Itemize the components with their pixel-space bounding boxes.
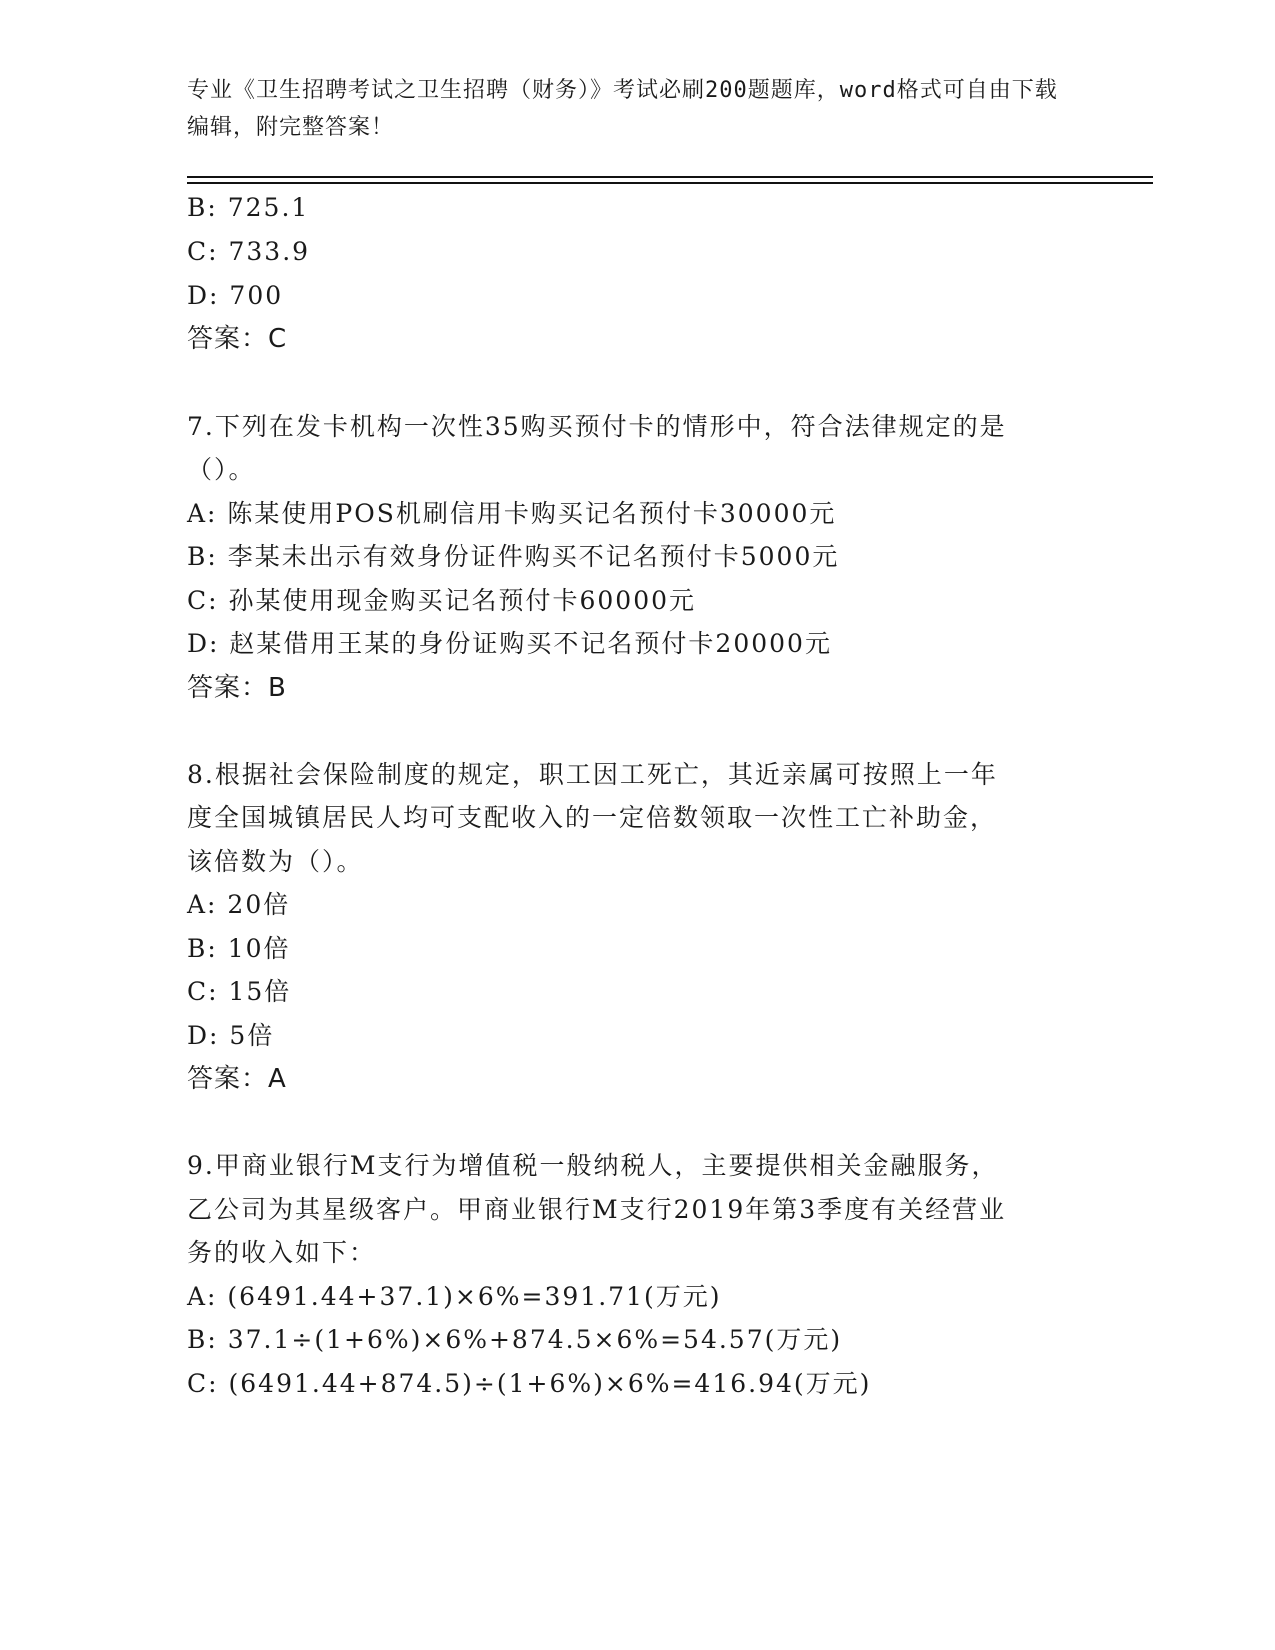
q7-option-c: C: 孙某使用现金购买记名预付卡60000元 xyxy=(187,586,697,615)
q6-option-b: B: 725.1 xyxy=(187,193,310,222)
q9-option-c: C: (6491.44+874.5)÷(1+6%)×6%=416.94(万元) xyxy=(187,1369,872,1398)
q7-option-b: B: 李某未出示有效身份证件购买不记名预付卡5000元 xyxy=(187,542,840,571)
header-text: 专业《卫生招聘考试之卫生招聘（财务）》考试必刷200题题库，word格式可自由下载编辑，附完整答案！ xyxy=(187,78,1058,140)
page-header xyxy=(187,72,1067,146)
q9-stem-line-3: 务的收入如下： xyxy=(187,1238,377,1267)
q8-stem-line-1: 8.根据社会保险制度的规定，职工因工死亡，其近亲属可按照上一年 xyxy=(187,760,998,789)
q8-option-a: A: 20倍 xyxy=(187,890,291,919)
q7-stem-line-2: （）。 xyxy=(187,455,256,484)
q8-option-d: D: 5倍 xyxy=(187,1021,275,1050)
q8-answer: 答案：A xyxy=(187,1064,287,1094)
header-divider xyxy=(187,182,1153,184)
q9-option-b: B: 37.1÷(1+6%)×6%+874.5×6%=54.57(万元) xyxy=(187,1325,843,1354)
q6-option-d: D: 700 xyxy=(187,281,284,310)
q8-option-c: C: 15倍 xyxy=(187,977,292,1006)
q7-option-a: A: 陈某使用POS机刷信用卡购买记名预付卡30000元 xyxy=(187,499,837,528)
q7-option-d: D: 赵某借用王某的身份证购买不记名预付卡20000元 xyxy=(187,629,832,658)
q6-option-c: C: 733.9 xyxy=(187,237,311,266)
q8-stem-line-2: 度全国城镇居民人均可支配收入的一定倍数领取一次性工亡补助金， xyxy=(187,803,998,832)
q9-option-a: A: (6491.44+37.1)×6%=391.71(万元) xyxy=(187,1282,722,1311)
q7-stem-line-1: 7.下列在发卡机构一次性35购买预付卡的情形中，符合法律规定的是 xyxy=(187,412,1007,441)
q8-option-b: B: 10倍 xyxy=(187,934,291,963)
q8-stem-line-3: 该倍数为（）。 xyxy=(187,847,364,876)
q9-stem-line-1: 9.甲商业银行M支行为增值税一般纳税人，主要提供相关金融服务， xyxy=(187,1151,999,1180)
header-divider xyxy=(187,176,1153,178)
q9-stem-line-2: 乙公司为其星级客户。甲商业银行M支行2019年第3季度有关经营业 xyxy=(187,1195,1007,1224)
q7-answer: 答案：B xyxy=(187,673,287,703)
q6-answer: 答案：C xyxy=(187,324,288,354)
